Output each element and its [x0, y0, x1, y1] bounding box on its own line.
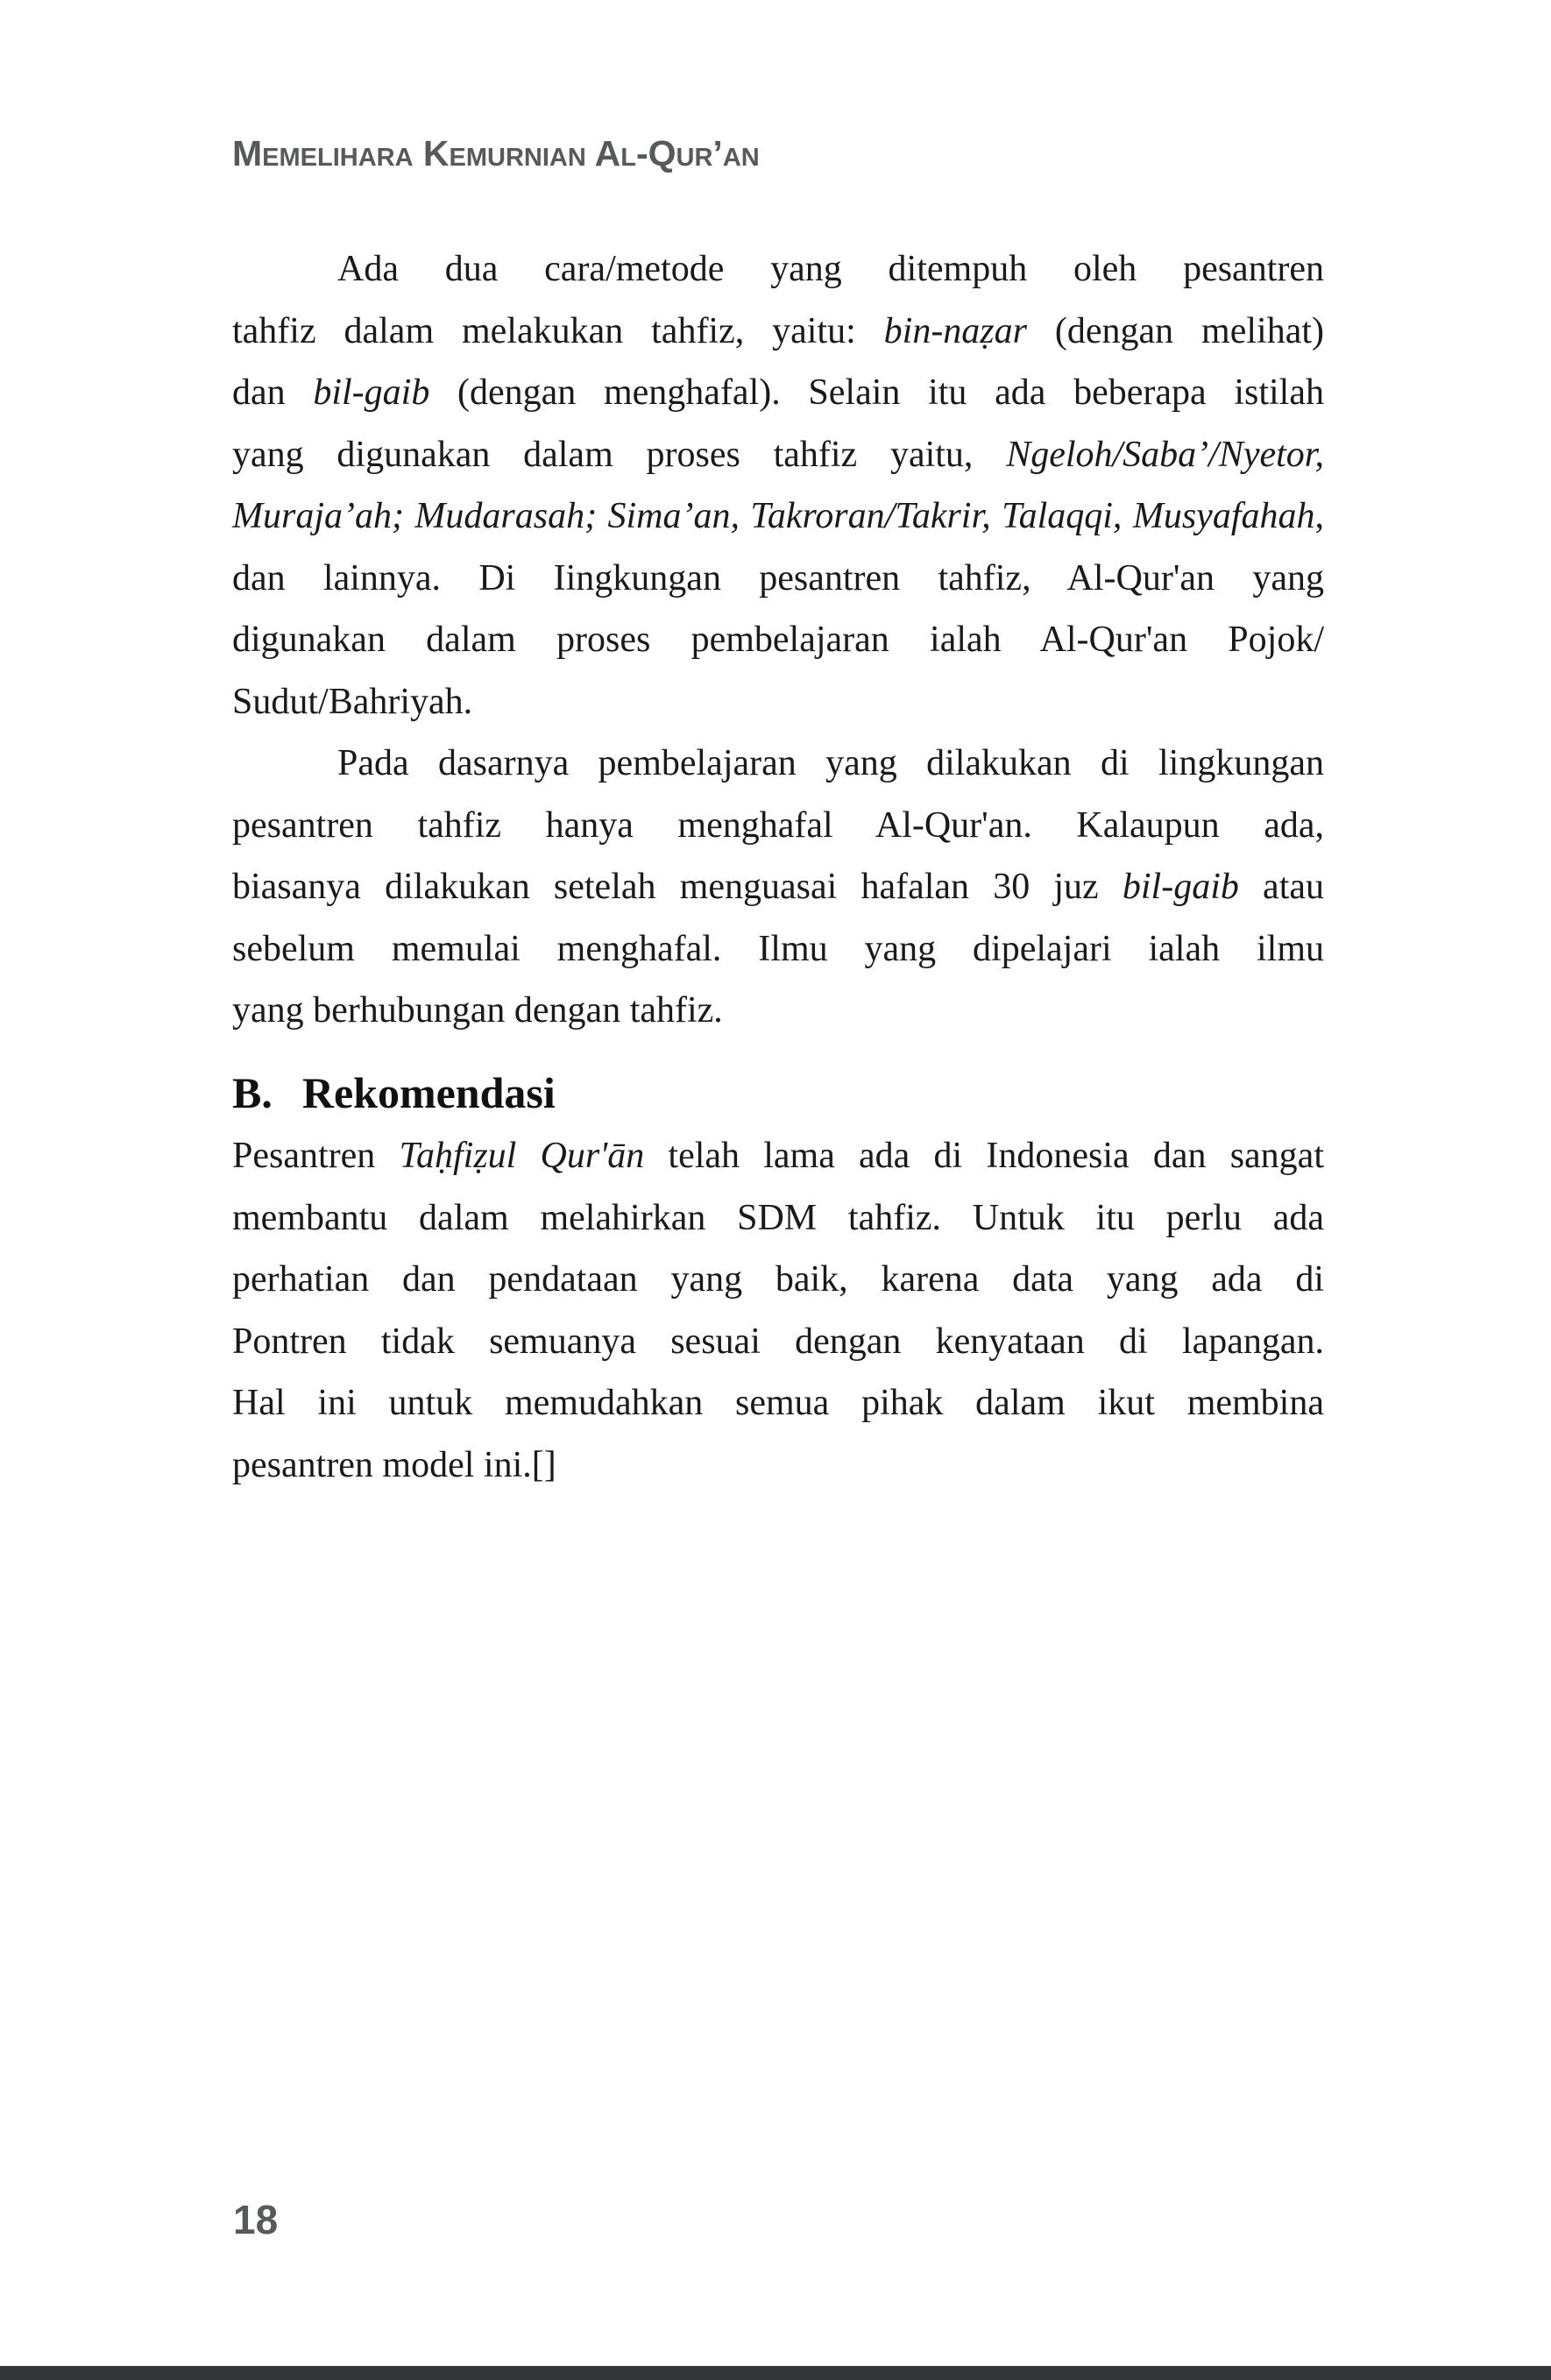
- text-line: [232, 548, 1324, 610]
- body-paragraph: [232, 238, 1324, 733]
- text-segment: yang berhubungan dengan tahfiz.: [232, 990, 723, 1031]
- text-line: [232, 1311, 1324, 1373]
- text-line: [232, 733, 1324, 795]
- text-line: [232, 424, 1324, 486]
- text-line: [232, 609, 1324, 671]
- text-segment: Pada dasarnya pembelajaran yang dilakukan di lingkungan: [337, 743, 1324, 783]
- text-segment: membantu dalam melahirkan SDM tahfiz. Untuk itu perlu ada: [232, 1197, 1324, 1238]
- text-line: [232, 485, 1324, 548]
- italic-text-segment: bil-gaib: [1122, 867, 1239, 907]
- text-segment: perhatian dan pendataan yang baik, karena data yang ada di: [232, 1259, 1324, 1300]
- text-segment: tahfiz dalam melakukan tahfiz, yaitu:: [232, 310, 884, 351]
- running-header: Memelihara Kemurnian Al-Qur’an: [232, 133, 760, 174]
- italic-text-segment: Taḥfiẓul Qur'ān: [399, 1136, 645, 1176]
- body-paragraph: [232, 733, 1324, 1042]
- text-segment: (dengan menghafal). Selain itu ada beberapa istilah: [429, 372, 1324, 413]
- text-segment: dan lainnya. Di Iingkungan pesantren tahfiz, Al-Qur'an yang: [232, 557, 1324, 599]
- text-segment: yang digunakan dalam proses tahfiz yaitu,: [232, 434, 1007, 475]
- text-line: [232, 795, 1324, 857]
- text-segment: Hal ini untuk memudahkan semua pihak dalam ikut membina: [232, 1383, 1324, 1423]
- text-line: [232, 1372, 1324, 1434]
- text-segment: Sudut/Bahriyah.: [232, 681, 473, 722]
- text-segment: pesantren model ini.[]: [232, 1444, 556, 1485]
- text-segment: ,: [1314, 496, 1324, 536]
- text-line: [232, 980, 1324, 1042]
- section-heading: [232, 1067, 556, 1118]
- pdf-viewer-gap-strip: [0, 2366, 1551, 2380]
- text-segment: Pontren tidak semuanya sesuai dengan kenyataan di lapangan.: [232, 1321, 1324, 1362]
- section-heading-label: B.: [232, 1068, 273, 1117]
- text-line: [232, 1187, 1324, 1250]
- text-segment: (dengan melihat): [1027, 310, 1324, 351]
- recommendation-text: [232, 1125, 1324, 1496]
- text-line: [232, 1125, 1324, 1187]
- text-line: [232, 301, 1324, 363]
- text-segment: atau: [1238, 867, 1324, 907]
- italic-text-segment: Ngeloh/Saba’/Nyetor,: [1006, 434, 1324, 475]
- text-segment: Pesantren: [232, 1136, 400, 1176]
- text-segment: sebelum memulai menghafal. Ilmu yang dipelajari ialah ilmu: [232, 928, 1324, 969]
- text-segment: digunakan dalam proses pembelajaran ialah Al-Qur'an Pojok/: [232, 620, 1324, 660]
- text-line: [232, 1249, 1324, 1311]
- text-line: [232, 918, 1324, 981]
- text-line: [232, 238, 1324, 301]
- section-heading-title: Rekomendasi: [301, 1068, 556, 1117]
- italic-text-segment: bil-gaib: [313, 372, 430, 413]
- text-segment: Ada dua cara/metode yang ditempuh oleh pesantren: [337, 249, 1324, 289]
- text-line: [232, 362, 1324, 424]
- text-segment: biasanya dilakukan setelah menguasai hafalan 30 juz: [232, 867, 1123, 907]
- text-line: [232, 856, 1324, 918]
- text-segment: pesantren tahfiz hanya menghafal Al-Qur'an. Kalaupun ada,: [232, 804, 1324, 846]
- page-number: 18: [233, 2197, 279, 2242]
- text-segment: dan: [232, 372, 314, 413]
- text-line: [232, 1434, 1324, 1497]
- italic-text-segment: Muraja’ah; Mudarasah; Sima’an, Takroran/Takrir, Talaqqi, Musyafahah: [232, 496, 1315, 536]
- text-segment: telah lama ada di Indonesia dan sangat: [644, 1136, 1324, 1176]
- text-line: [232, 671, 1324, 733]
- body-text: [232, 238, 1324, 1042]
- body-paragraph: [232, 1125, 1324, 1496]
- italic-text-segment: bin-naẓar: [883, 310, 1028, 351]
